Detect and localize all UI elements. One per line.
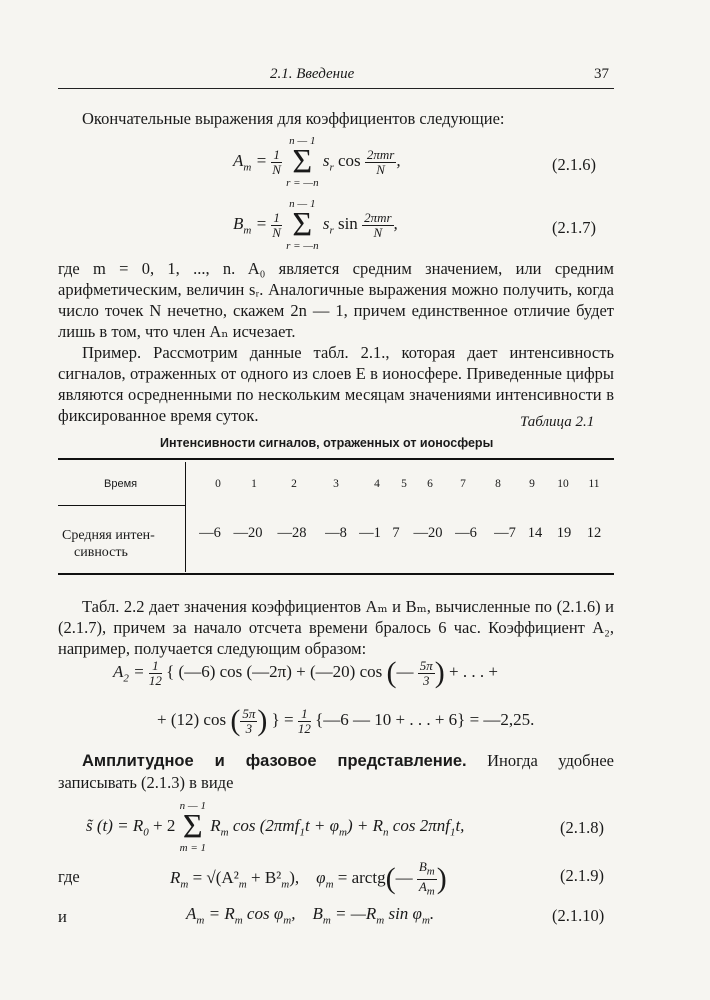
table-intensity-cell: —8	[325, 525, 347, 541]
page-number: 37	[594, 66, 609, 82]
table-caption: Таблица 2.1	[520, 414, 595, 430]
equation-a2-line1: $A_2$ = $\frac{1}{12}$ { (—6) cos (—2π) + (—20) cos (— $\frac{5\pi}{3}$ ) + . . . +	[113, 656, 498, 689]
equation-number: (2.1.9)	[560, 866, 604, 885]
equation-number: (2.1.7)	[552, 218, 596, 237]
fraction: $\frac{1}{N}$	[272, 209, 281, 240]
fraction: $\frac{\text{2πmr}}{N}$	[364, 209, 392, 240]
table-time-cell: 2	[291, 478, 297, 490]
equation-2-1-9: $R_m = √(A^2_m + B^2_m)$, $\varphi_m$ = arctg(— $\frac{B_m}{A_m}$ )	[170, 859, 447, 898]
table-time-cell: 6	[427, 478, 433, 490]
table-title: Интенсивности сигналов, отраженных от ионосферы	[160, 436, 494, 450]
table-bottom-rule	[58, 573, 614, 575]
running-header-title: 2.1. Введение	[270, 66, 355, 82]
equation-lead-i: и	[58, 907, 67, 926]
table-intensity-cell: —7	[494, 525, 516, 541]
header-rule	[58, 88, 614, 89]
table-intensity-cell: —20	[413, 525, 443, 541]
equation-2-1-7: $B_m$ = $\frac{1}{N}$ n — 1 Σ r = —n $s_r$ sin $\frac{\text{2πmr}}{N}$ ,	[233, 198, 398, 252]
equation-a2-line2: + (12) cos ( $\frac{5\pi}{3}$ ) } = $\frac{1}{12}$ {—6 — 10 + . . . + 6} = —2,25.	[157, 704, 535, 737]
table-row-rule	[58, 505, 185, 506]
intro-line: Окончательные выражения для коэффициентов следующие:	[82, 109, 505, 128]
table-time-cell: 3	[333, 478, 339, 490]
table-top-rule	[58, 458, 614, 460]
table-intensity-cell: —28	[277, 525, 307, 541]
table-time-cell: 5	[401, 478, 407, 490]
table-time-cell: 10	[557, 478, 569, 490]
paragraph-3: Табл. 2.2 дает значения коэффициентов Aₘ и Bₘ, вычисленные по (2.1.6) и (2.1.7), причем за начало отсчета времени бралось 6 час. Коэффициент A₂, например, получается следующим образом:	[58, 597, 614, 658]
table-intensity-cell: —6	[199, 525, 221, 541]
table-time-cell: 0	[215, 478, 221, 490]
table-intensity-cell: —6	[455, 525, 477, 541]
table-intensity-cell: 14	[527, 525, 543, 541]
table-intensity-cell: 19	[556, 525, 572, 541]
summation: n — 1 Σ r = —n	[286, 135, 319, 189]
table-intensity-cell: —1	[359, 525, 381, 541]
section-heading: Амплитудное и фазовое представление.	[82, 752, 467, 770]
section-paragraph: Амплитудное и фазовое представление. Иногда удобнее записывать (2.1.3) в виде	[58, 751, 615, 792]
table-intensity-cell: 12	[586, 525, 602, 541]
fraction: $\frac{\text{2πmr}}{N}$	[366, 146, 395, 177]
table-vertical-rule	[185, 462, 186, 572]
equation-2-1-6: $A_m$ = $\frac{1}{N}$ n — 1 Σ r = —n $s_r$ cos $\frac{\text{2πmr}}{N}$ ,	[233, 135, 401, 189]
table-intensity-cell: 7	[392, 525, 400, 541]
table-time-cell: 9	[529, 478, 535, 490]
fraction: $\frac{1}{N}$	[272, 146, 281, 177]
table-time-cell: 11	[588, 478, 600, 490]
equation-number: (2.1.8)	[560, 818, 604, 837]
equation-number: (2.1.6)	[552, 155, 596, 174]
table-time-cell: 8	[495, 478, 501, 490]
summation: n — 1 Σ r = —n	[286, 198, 319, 252]
equation-2-1-8: s̃ $(t) = R_0 + 2$ n — 1 Σ m = 1 $R_m$ $\cos (2\pi mf_1t + \varphi_m) + R_n$ cos 2πnf$_1$t,	[86, 800, 465, 854]
equation-lead-gde: где	[58, 867, 80, 886]
paragraph-2: Пример. Рассмотрим данные табл. 2.1., которая дает интенсивность сигналов, отраженных от одного из слоев E в ионосфере. Приведенные цифры являются осредненными по нескольким месяцам значениями интенсивности в фиксированное время суток.	[58, 343, 614, 425]
table-time-cell: 1	[251, 478, 257, 490]
table-intensity-cell: —20	[233, 525, 263, 541]
table-row-label-intensity: Средняя интен- сивность	[62, 528, 155, 560]
equation-number: (2.1.10)	[552, 906, 605, 925]
equation-2-1-10: $A_m = R_m$ $\cos \varphi_m$, $B_m$ = $—R_m$ $\sin \varphi_m$.	[186, 904, 435, 927]
paragraph-1: где m = 0, 1, ..., n. A₀ является средним значением, или средним арифметическим, величин sᵣ. Аналогичные выражения можно получить, когда число точек N нечетно, скажем 2n — 1, причем единственное отличие будет лишь в том, что член Aₙ исчезает.	[58, 259, 614, 341]
table-row-label-time: Время	[104, 478, 138, 490]
table-time-cell: 7	[460, 478, 466, 490]
table-time-cell: 4	[374, 478, 380, 490]
